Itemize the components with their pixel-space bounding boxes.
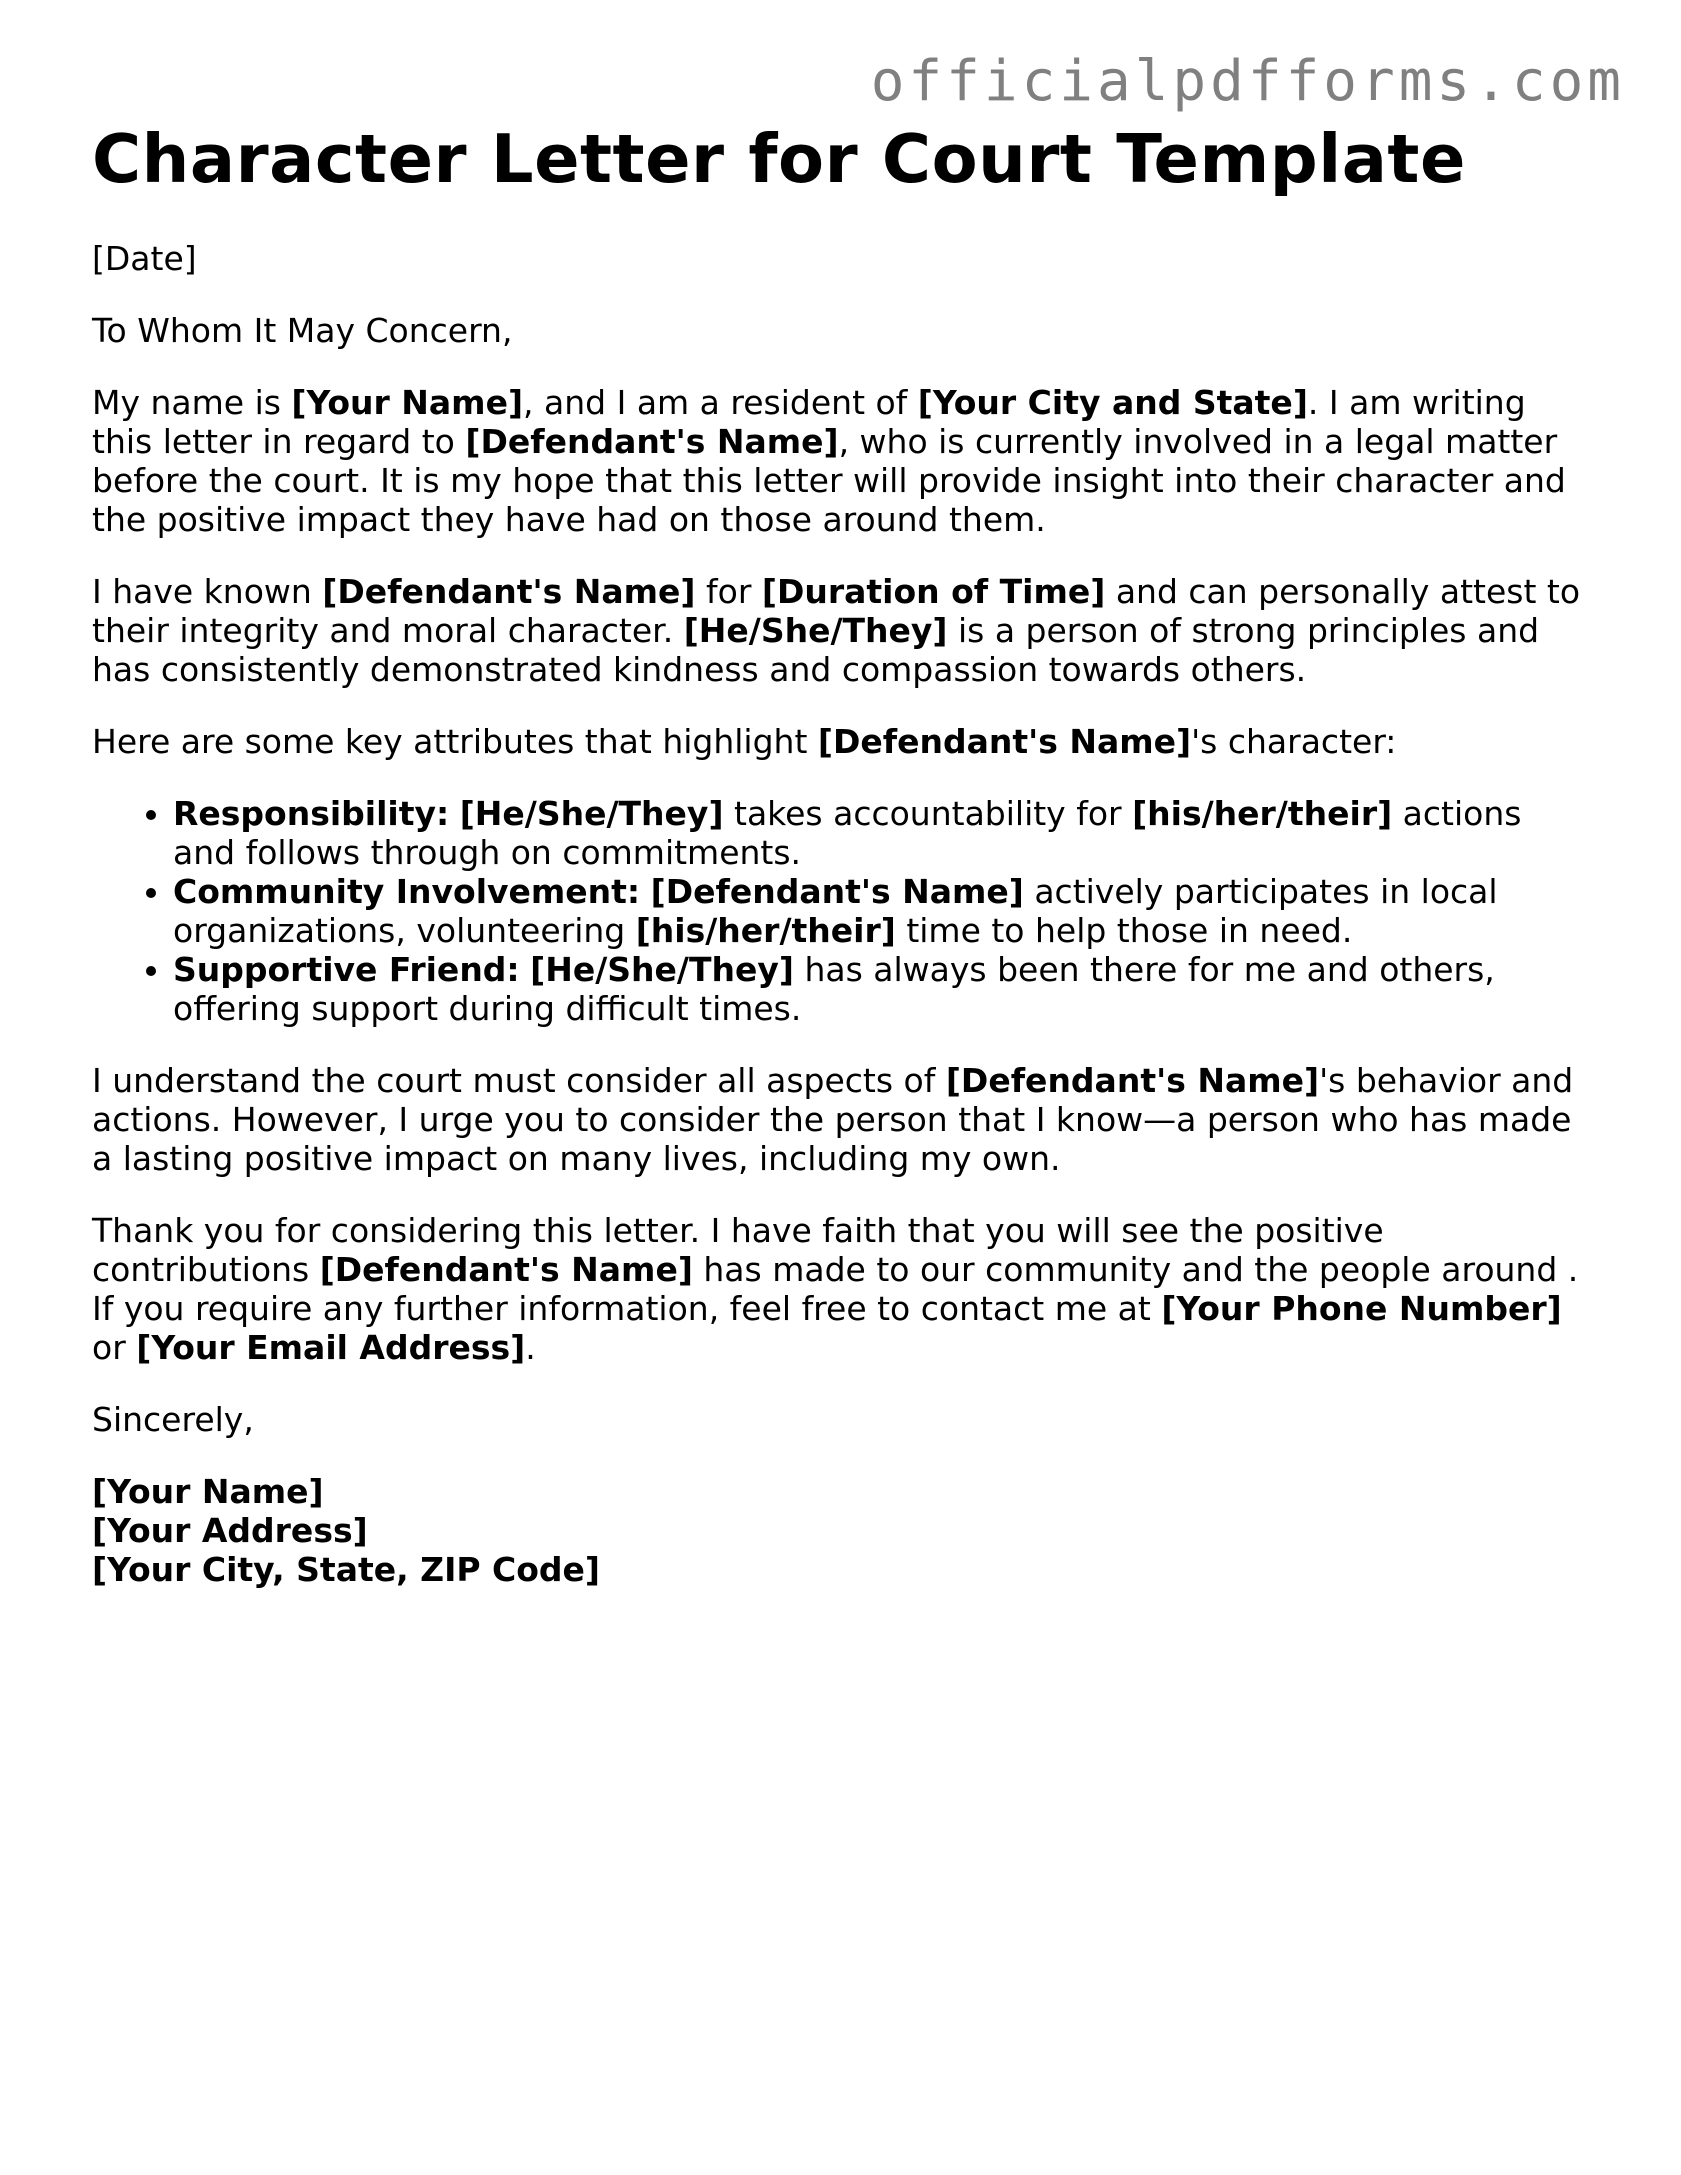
p5-text-1: Thank you for considering this letter. I have faith that you will see the positive contributions xyxy=(92,1211,1384,1290)
p1-text-1: My name is xyxy=(92,383,292,423)
page-title: Character Letter for Court Template xyxy=(92,120,1466,198)
paragraph-consideration xyxy=(92,1061,1592,1178)
attribute-text-1: has always been there for me and others, offering support during difficult times. xyxy=(173,950,1495,1029)
attribute-placeholder-1: [Defendant's Name] xyxy=(650,872,1024,912)
attribute-text-2: time to help those in need. xyxy=(895,911,1353,951)
p2-text-2: for xyxy=(695,572,762,612)
signature-city-state-zip: [Your City, State, ZIP Code] xyxy=(92,1550,601,1590)
p2-text-1: I have known xyxy=(92,572,323,612)
attribute-heading: Supportive Friend: xyxy=(173,950,520,990)
attribute-text-1: actively participates in local organizations, volunteering xyxy=(173,872,1498,951)
list-item xyxy=(173,950,1592,1028)
attribute-heading: Community Involvement: xyxy=(173,872,641,912)
watermark: officialpdfforms.com xyxy=(870,49,1625,114)
paragraph-introduction xyxy=(92,383,1592,539)
letter-document xyxy=(92,120,1592,1589)
p1-text-4: , who is currently involved in a legal matter before the court. It is my hope that this letter will provide insight into their character and the positive impact they have had on those around them. xyxy=(92,422,1566,540)
paragraph-thanks xyxy=(92,1211,1592,1367)
paragraph-relationship xyxy=(92,572,1592,689)
attribute-placeholder-1: [He/She/They] xyxy=(459,794,724,834)
date-placeholder: [Date] xyxy=(92,239,197,279)
p3-text-2: 's character: xyxy=(1191,722,1397,762)
closing: Sincerely, xyxy=(92,1400,254,1440)
p5-defendant-name: [Defendant's Name] xyxy=(319,1250,693,1290)
p2-text-4: is a person of strong principles and has consistently demonstrated kindness and compassion towards others. xyxy=(92,611,1540,690)
signature-block xyxy=(92,1472,1592,1589)
p5-text-4: . xyxy=(525,1328,536,1368)
signature-name: [Your Name] xyxy=(92,1472,324,1512)
p2-defendant-name: [Defendant's Name] xyxy=(322,572,696,612)
paragraph-attributes-intro xyxy=(92,722,1592,761)
p4-text-1: I understand the court must consider all aspects of xyxy=(92,1061,946,1101)
attribute-text-1: takes accountability for xyxy=(723,794,1133,834)
p5-text-3: or xyxy=(92,1328,137,1368)
p3-text-1: Here are some key attributes that highlight xyxy=(92,722,818,762)
p2-pronoun: [He/She/They] xyxy=(683,611,948,651)
p3-defendant-name: [Defendant's Name] xyxy=(817,722,1192,762)
attribute-placeholder-1: [He/She/They] xyxy=(530,950,794,990)
signature-address: [Your Address] xyxy=(92,1511,368,1551)
p2-duration: [Duration of Time] xyxy=(761,572,1106,612)
attribute-placeholder-2: [his/her/their] xyxy=(1132,794,1393,834)
p5-text-2: has made to our community and the people around . If you require any further information, feel free to contact me at xyxy=(92,1250,1579,1329)
salutation: To Whom It May Concern, xyxy=(92,311,513,351)
attribute-text-2: actions and follows through on commitments. xyxy=(173,794,1522,873)
p4-text-2: 's behavior and actions. However, I urge you to consider the person that I know—a person who has made a lasting positive impact on many lives, including my own. xyxy=(92,1061,1574,1179)
p5-email: [Your Email Address] xyxy=(136,1328,526,1368)
p1-city-state: [Your City and State] xyxy=(917,383,1308,423)
attributes-list xyxy=(92,794,1592,1028)
list-item xyxy=(173,872,1592,950)
p5-phone: [Your Phone Number] xyxy=(1161,1289,1562,1329)
p1-text-3: . I am writing this letter in regard to xyxy=(92,383,1526,462)
p1-defendant-name: [Defendant's Name] xyxy=(465,422,839,462)
list-item xyxy=(173,794,1592,872)
letter-body xyxy=(92,239,1592,1589)
p2-text-3: and can personally attest to their integrity and moral character. xyxy=(92,572,1581,651)
p4-defendant-name: [Defendant's Name] xyxy=(945,1061,1320,1101)
p1-text-2: , and I am a resident of xyxy=(523,383,918,423)
attribute-placeholder-2: [his/her/their] xyxy=(635,911,896,951)
p1-your-name: [Your Name] xyxy=(291,383,524,423)
attribute-heading: Responsibility: xyxy=(173,794,450,834)
